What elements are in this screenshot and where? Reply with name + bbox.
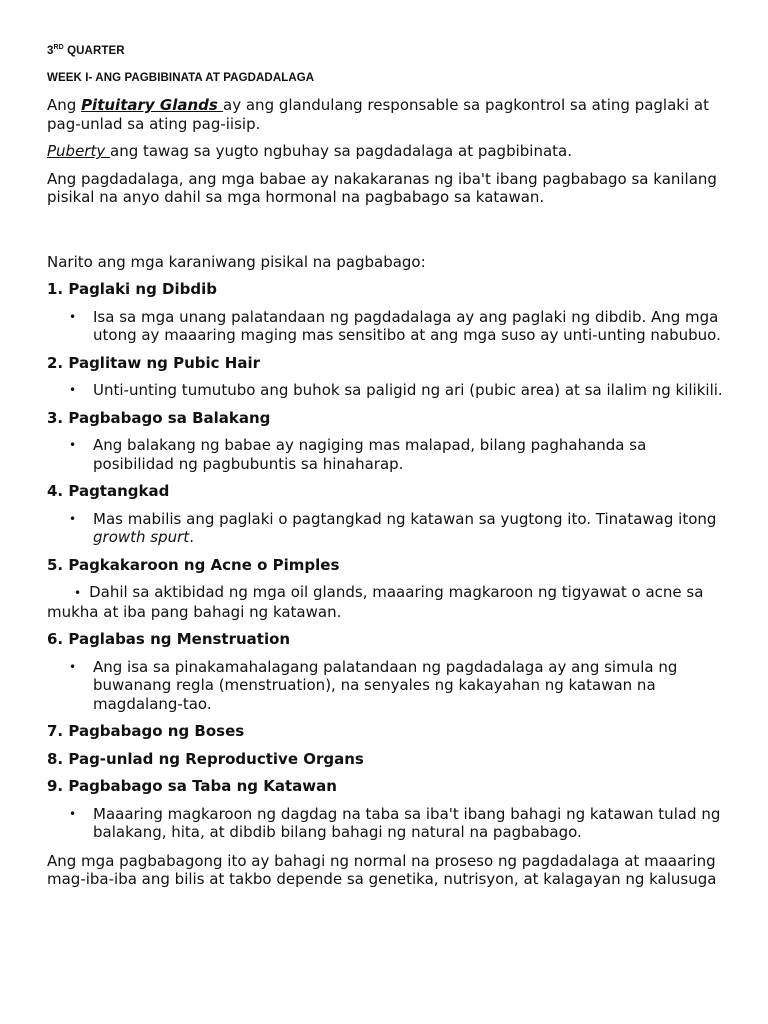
item-bullet-5-text: Dahil sa aktibidad ng mga oil glands, maaaring magkaroon ng tigyawat o acne sa mukha at iba pang bahagi ng katawan. [47,583,704,621]
quarter-label: QUARTER [63,45,125,57]
intro-pituitary-pre: Ang [47,96,82,114]
item-heading-8: 8. Pag-unlad ng Reproductive Organs [47,749,364,768]
item-bullet-5 [47,583,728,621]
item-list-4 [47,510,728,547]
item-bullet-2: • Unti-unting tumutubo ang buhok sa paligid ng ari (pubic area) at sa ilalim ng kilikili. [93,381,728,400]
item-bullet-4-end: . [189,528,194,546]
item-heading-1: 1. Paglaki ng Dibdib [47,280,217,298]
week-heading: WEEK I- ANG PAGBIBINATA AT PAGDADALAGA [47,72,315,84]
quarter-number: 3 [47,45,54,57]
item-bullet-3: • Ang balakang ng babae ay nagiging mas malapad, bilang paghahanda sa posibilidad ng pagbubuntis sa hinaharap. [93,436,728,473]
item-bullet-9: • Maaaring magkaroon ng dagdag na taba sa iba't ibang bahagi ng katawan tulad ng balakang, hita, at dibdib bilang bahagi ng natural na pagbabago. [93,805,728,842]
closing-paragraph: Ang mga pagbabagong ito ay bahagi ng normal na proseso ng pagdadalaga at maaaring mag-iba-iba ang bilis at takbo depende sa genetika, nutrisyon, at kalagayan ng kalusuga [47,851,717,888]
term-growth-spurt: growth spurt [93,528,190,546]
item-bullet-4 [93,510,728,547]
item-heading-9: 9. Pagbabago sa Taba ng Katawan [47,777,337,795]
intro-list-lead: Narito ang mga karaniwang pisikal na pagbabago: [47,252,426,271]
item-heading-6: 6. Paglabas ng Menstruation [47,630,291,648]
item-heading-2: 2. Paglitaw ng Pubic Hair [47,353,260,372]
item-list-9 [47,805,728,842]
item-bullet-1: • Isa sa mga unang palatandaan ng pagdadalaga ay ang paglaki ng dibdib. Ang mga utong ay maaaring maging mas sensitibo at ang mga suso ay unti-unting nabubuo. [93,308,728,345]
item-bullet-4-text: Mas mabilis ang paglaki o pagtangkad ng katawan sa yugtong ito. Tinatawag itong [93,509,717,528]
quarter-ordinal: RD [53,44,64,51]
item-list-1 [47,308,728,345]
intro-pituitary-post: ay ang glandulang responsable sa pagkontrol sa ating paglaki at pag-unlad sa ating pag-iisip. [47,96,709,133]
item-heading-3: 3. Pagbabago sa Balakang [47,408,271,427]
item-bullet-6: • Ang isa sa pinakamahalagang palatandaan ng pagdadalaga ay ang simula ng buwanang regla (menstruation), na senyales ng kakayahan ng katawan na magdalang-tao. [93,658,728,714]
intro-pituitary [47,96,728,133]
intro-pagdadalaga: Ang pagdadalaga, ang mga babae ay nakakaranas ng iba't ibang pagbabago sa kanilang pisikal na anyo dahil sa mga hormonal na pagbabago sa katawan. [47,169,717,206]
document-body [47,96,728,889]
term-puberty: Puberty [47,142,110,160]
item-list-2 [47,381,728,400]
intro-puberty-post: ang tawag sa yugto ngbuhay sa pagdadalaga at pagbibinata. [110,142,572,160]
item-heading-7: 7. Pagbabago ng Boses [47,722,245,740]
item-heading-4: 4. Pagtangkad [47,482,170,500]
bullet-glyph: • [74,586,82,600]
item-list-3 [47,436,728,473]
term-pituitary-glands: Pituitary Glands [81,96,224,114]
quarter-heading [47,44,125,57]
intro-puberty [47,142,728,161]
item-list-6 [47,658,728,714]
item-heading-5: 5. Pagkakaroon ng Acne o Pimples [47,555,340,574]
